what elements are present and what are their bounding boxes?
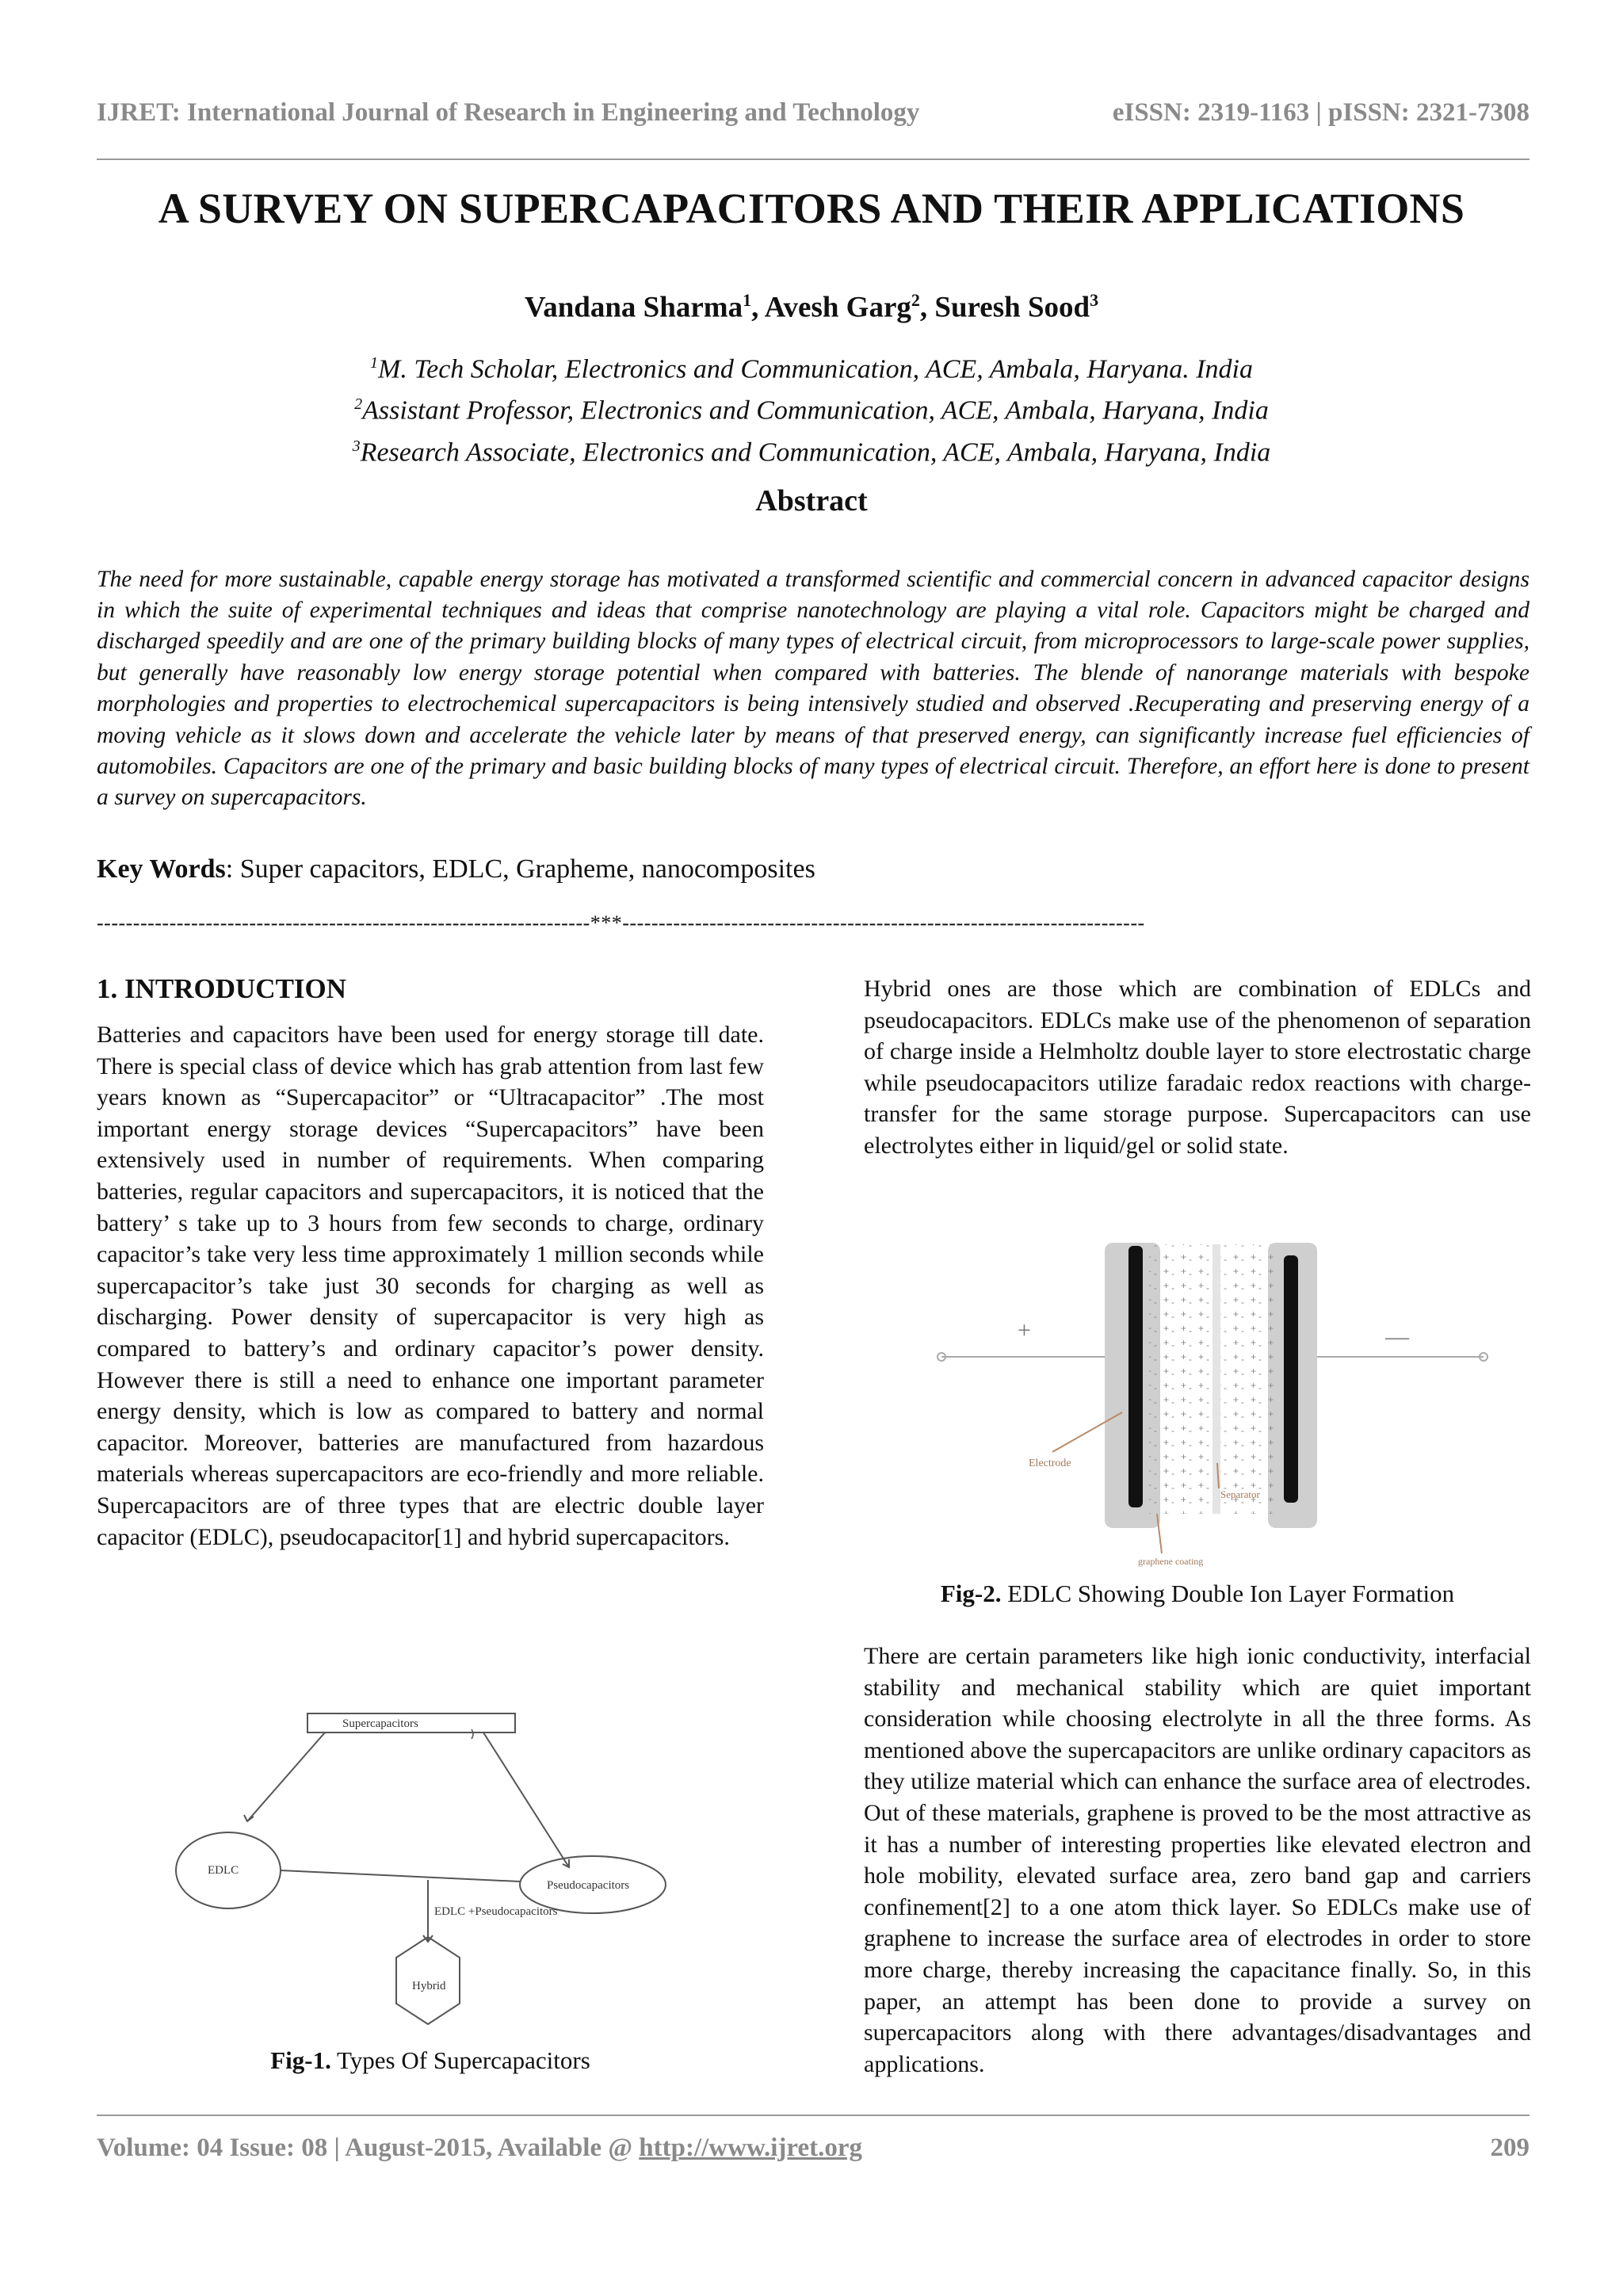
page-number: 209 xyxy=(1490,2134,1529,2162)
section-separator: --------------------------------------------------------------------***------------------------------------------------------------------------ xyxy=(97,911,1145,934)
fig1-top-label: Supercapacitors xyxy=(342,1717,418,1730)
fig2-coating-label: graphene coating xyxy=(1138,1556,1204,1567)
abstract-text: The need for more sustainable, capable energy storage has motivated a transformed scientific and commercial concern in advanced capacitor designs in which the suite of experimental techniques and ideas that comprise nanotechnology are playing a vital role. Capacitors might be charged and discharged speedily and are one of the primary building blocks of many types of electrical circuit, from microprocessors to large-scale power supplies, but generally have reasonably low energy storage potential when compared with batteries. The blende of nanorange materials with bespoke morphologies and properties to electrochemical supercapacitors is being intensively studied and observed .Recuperating and preserving energy of a moving vehicle as it slows down and accelerate the vehicle later by means of that preserved energy, can significantly increase fuel efficiencies of automobiles. Capacitors are one of the primary and basic building blocks of many types of electrical circuit. Therefore, an effort here is done to present a survey on supercapacitors. xyxy=(97,566,1529,811)
author-name: Vandana Sharma xyxy=(524,291,743,324)
footer-rule xyxy=(97,2115,1529,2116)
paper-title: A SURVEY ON SUPERCAPACITORS AND THEIR APPLICATIONS xyxy=(158,185,1465,232)
fig2-caption-text: EDLC Showing Double Ion Layer Formation xyxy=(1001,1580,1455,1607)
fig1-caption-text: Types Of Supercapacitors xyxy=(330,2046,590,2074)
affiliation-text: M. Tech Scholar, Electronics and Communication, ACE, Ambala, Haryana. India xyxy=(378,354,1253,384)
fig2-plus-label: + xyxy=(1018,1317,1031,1343)
issn-info: eISSN: 2319-1163 | pISSN: 2321-7308 xyxy=(1112,98,1529,127)
affiliation-sup: 1 xyxy=(370,354,378,372)
affiliation-list xyxy=(0,346,1623,470)
right-column xyxy=(864,973,1531,1162)
affiliation xyxy=(0,346,1623,387)
fig1-edge-line xyxy=(281,1870,520,1881)
fig1-label: Fig-1. xyxy=(270,2046,331,2074)
fig1-hybrid-label: Hybrid xyxy=(412,1980,446,1992)
fig1-edlc-label: EDLC xyxy=(208,1864,239,1877)
fig1-edge-label: EDLC +Pseudocapacitors xyxy=(434,1905,558,1918)
author-separator: , xyxy=(751,291,765,324)
author-separator: , xyxy=(919,291,935,324)
journal-link[interactable]: http://www.ijret.org xyxy=(639,2134,862,2162)
abstract-heading: Abstract xyxy=(755,484,868,518)
affiliation-sup: 2 xyxy=(354,395,363,414)
intro-paragraph: Batteries and capacitors have been used for energy storage till date. There is special class of device which has grab attention from last few years known as “Supercapacitor” or “Ultracapacitor” .The most important energy storage devices “Supercapacitors” have been extensively used in number of requirements. When comparing batteries, regular capacitors and supercapacitors, it is noticed that the battery’ s take up to 3 hours from few seconds to charge, ordinary capacitor’s take very less time approximately 1 million seconds while supercapacitor’s take just 30 seconds for charging as well as discharging. Power density of supercapacitor is very high as compared to battery’s and ordinary capacitor’s power density. However there is still a need to enhance one important parameter energy density, which is low as compared to battery and normal capacitor. Moreover, batteries are manufactured from hazardous materials whereas supercapacitors are eco-friendly and more reliable. Supercapacitors are of three types that are electric double layer capacitor (EDLC), pseudocapacitor[1] and hybrid supercapacitors. xyxy=(97,1022,764,1550)
author-name: Suresh Sood xyxy=(934,291,1090,324)
fig2-diagram xyxy=(935,1236,1490,1569)
affiliation xyxy=(0,387,1623,428)
fig2-caption xyxy=(864,1580,1531,1608)
fig2-electrode-label: Electrode xyxy=(1029,1457,1071,1469)
author-list xyxy=(0,290,1623,324)
header-rule xyxy=(97,159,1529,160)
author-sup: 2 xyxy=(911,290,920,310)
affiliation-text: Assistant Professor, Electronics and Communication, ACE, Ambala, Haryana, India xyxy=(362,395,1269,426)
fig2-left-electrode xyxy=(1128,1246,1143,1507)
affiliation-text: Research Associate, Electronics and Communication, ACE, Ambala, Haryana, India xyxy=(360,437,1271,467)
fig1-diagram xyxy=(166,1704,713,2037)
journal-name: IJRET: International Journal of Research in Engineering and Technology xyxy=(97,98,920,127)
fig1-caption xyxy=(97,2046,764,2075)
fig1-pseudo-label: Pseudocapacitors xyxy=(547,1879,630,1892)
footer-volume-text: Volume: 04 Issue: 08 | August-2015, Available @ xyxy=(97,2134,640,2162)
fig2-minus-label: — xyxy=(1385,1324,1409,1350)
keywords xyxy=(97,854,1529,884)
fig2-separator xyxy=(1212,1244,1220,1514)
affiliation xyxy=(0,429,1623,470)
keywords-text: : Super capacitors, EDLC, Grapheme, nanocomposites xyxy=(225,854,815,884)
author-sup: 3 xyxy=(1090,290,1099,310)
right-column-lower xyxy=(864,1641,1531,2080)
right-paragraph-top: Hybrid ones are those which are combination of EDLCs and pseudocapacitors. EDLCs make use of the phenomenon of separation of charge inside a Helmholtz double layer to store electrostatic charge while pseudocapacitors utilize faradaic redox reactions with charge-transfer for the same storage purpose. Supercapacitors can use electrolytes either in liquid/gel or solid state. xyxy=(864,976,1531,1159)
right-paragraph-bottom: There are certain parameters like high ionic conductivity, interfacial stability and mechanical stability which are quiet important consideration while choosing electrolyte in all the three forms. As mentioned above the supercapacitors are unlike ordinary capacitors as they utilize material which can enhance the surface area of electrodes. Out of these materials, graphene is proved to be the most attractive as it has a number of interesting properties like elevated electron and hole mobility, elevated surface area, zero band gap and carriers confinement[2] to a one atom thick layer. So EDLCs make use of graphene to increase the surface area of electrodes in order to store more charge, thereby increasing the capacitance finally. So, in this paper, an attempt has been done to provide a survey on supercapacitors along with there advantages/disadvantages and applications. xyxy=(864,1643,1531,2077)
running-footer xyxy=(97,2134,1529,2168)
author-sup: 1 xyxy=(743,290,752,310)
fig2-label: Fig-2. xyxy=(940,1580,1002,1607)
fig2-separator-label: Separator xyxy=(1220,1488,1260,1500)
fig1-arrow-right xyxy=(483,1733,569,1867)
left-column xyxy=(97,973,764,1553)
footer-volume xyxy=(97,2134,862,2163)
running-header xyxy=(97,98,1529,133)
section-heading: 1. INTRODUCTION xyxy=(97,973,347,1004)
keywords-label: Key Words xyxy=(97,854,226,884)
author-name: Avesh Garg xyxy=(764,291,911,324)
fig1-arrow-left xyxy=(247,1733,325,1821)
affiliation-sup: 3 xyxy=(352,437,361,455)
fig2-right-electrode xyxy=(1284,1255,1298,1503)
